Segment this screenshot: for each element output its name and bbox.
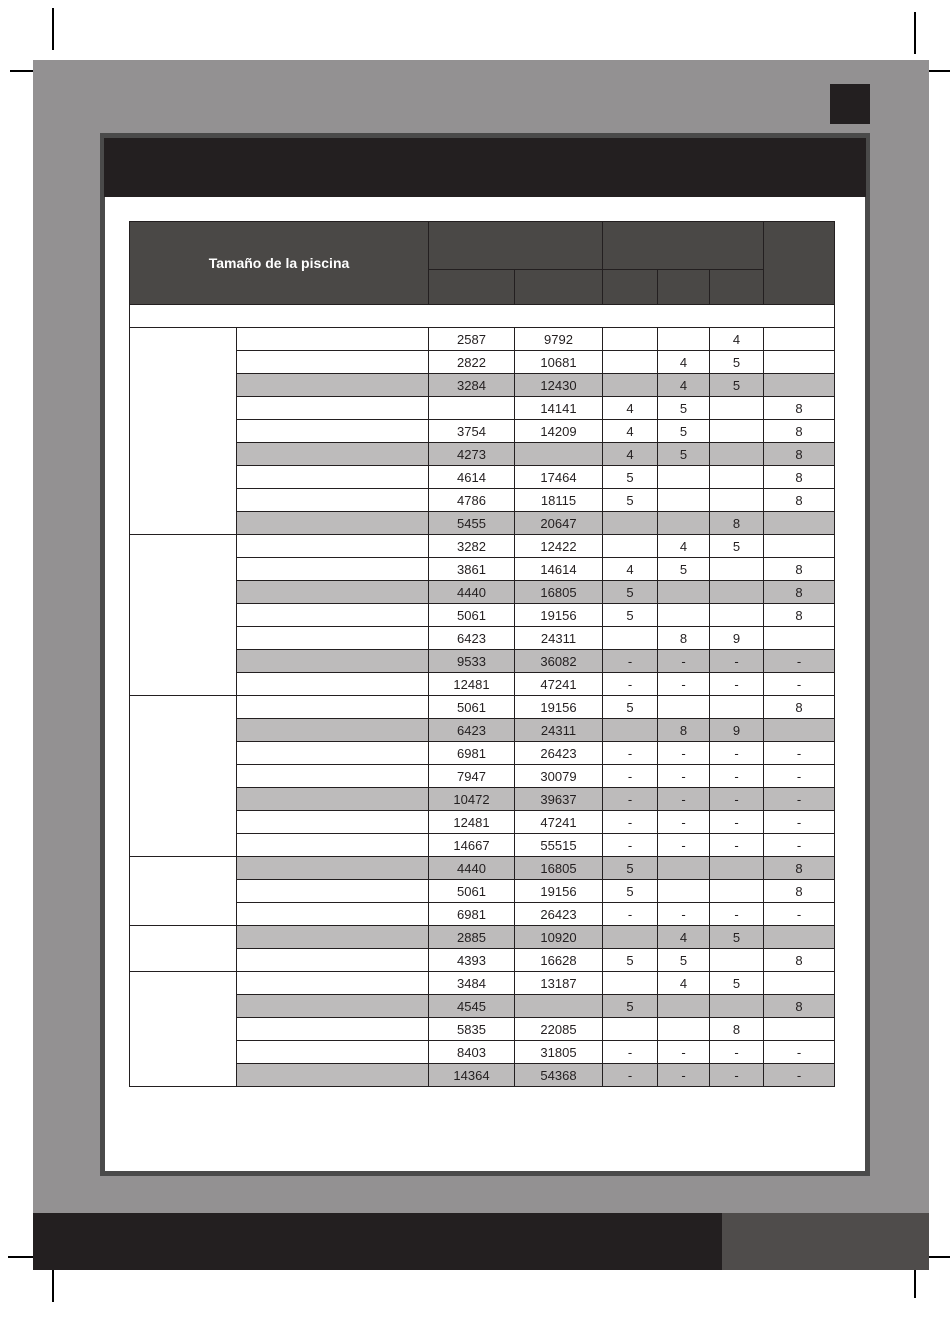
table-cell-c1: - xyxy=(603,650,658,673)
table-cell-c3: - xyxy=(710,650,764,673)
table-cell-v1: 4393 xyxy=(429,949,515,972)
pool-size-table xyxy=(129,221,835,1087)
table-cell-c3: - xyxy=(710,1041,764,1064)
table-cell-c4: 8 xyxy=(764,489,835,512)
row-label-cell xyxy=(237,696,429,719)
table-cell-c4: 8 xyxy=(764,443,835,466)
table-row xyxy=(130,857,835,880)
table-cell-c3 xyxy=(710,696,764,719)
table-cell-c3: - xyxy=(710,673,764,696)
model-subheader-3 xyxy=(710,270,764,305)
table-cell-c4: - xyxy=(764,650,835,673)
table-cell-c1: 5 xyxy=(603,466,658,489)
table-cell-v2: 30079 xyxy=(515,765,603,788)
table-cell-c3: 5 xyxy=(710,535,764,558)
table-cell-c1: 5 xyxy=(603,696,658,719)
table-cell-c1: 5 xyxy=(603,949,658,972)
row-label-cell xyxy=(237,742,429,765)
table-cell-v2: 26423 xyxy=(515,742,603,765)
table-cell-v2: 14209 xyxy=(515,420,603,443)
table-cell-c4 xyxy=(764,926,835,949)
table-cell-c4: 8 xyxy=(764,604,835,627)
row-label-cell xyxy=(237,512,429,535)
table-cell-c4: - xyxy=(764,673,835,696)
table-cell-v1: 3484 xyxy=(429,972,515,995)
table-cell-c4: - xyxy=(764,788,835,811)
table-cell-c3 xyxy=(710,880,764,903)
row-label-cell xyxy=(237,604,429,627)
group-label-cell xyxy=(130,696,237,857)
table-cell-c2 xyxy=(658,489,710,512)
last-column-header xyxy=(764,222,835,305)
row-label-cell xyxy=(237,673,429,696)
table-cell-c1: 5 xyxy=(603,995,658,1018)
table-cell-c3: - xyxy=(710,1064,764,1087)
table-cell-v2: 19156 xyxy=(515,880,603,903)
table-row xyxy=(130,926,835,949)
volume-group-header xyxy=(429,222,603,270)
table-cell-v1: 7947 xyxy=(429,765,515,788)
row-label-cell xyxy=(237,811,429,834)
row-label-cell xyxy=(237,788,429,811)
table-cell-v2: 14614 xyxy=(515,558,603,581)
table-cell-v1: 6423 xyxy=(429,627,515,650)
table-cell-c2: 5 xyxy=(658,397,710,420)
row-label-cell xyxy=(237,420,429,443)
crop-mark xyxy=(52,1270,54,1302)
volume-subheader-2 xyxy=(515,270,603,305)
table-cell-c2 xyxy=(658,466,710,489)
table-cell-v1 xyxy=(429,397,515,420)
group-label-cell xyxy=(130,328,237,535)
crop-mark xyxy=(914,1270,916,1298)
table-cell-v2: 39637 xyxy=(515,788,603,811)
table-cell-v1: 5061 xyxy=(429,880,515,903)
table-cell-c4: 8 xyxy=(764,857,835,880)
table-cell-v1: 3282 xyxy=(429,535,515,558)
table-cell-c2: 8 xyxy=(658,719,710,742)
table-cell-c2 xyxy=(658,696,710,719)
table-cell-c4: 8 xyxy=(764,420,835,443)
row-label-cell xyxy=(237,627,429,650)
table-cell-c2 xyxy=(658,1018,710,1041)
table-cell-c3: 5 xyxy=(710,374,764,397)
table-cell-v1: 6981 xyxy=(429,742,515,765)
row-label-cell xyxy=(237,489,429,512)
table-cell-v2: 17464 xyxy=(515,466,603,489)
table-cell-c2: 4 xyxy=(658,374,710,397)
table-cell-c4 xyxy=(764,374,835,397)
table-cell-c2: 5 xyxy=(658,558,710,581)
model-group-header xyxy=(603,222,764,270)
row-label-cell xyxy=(237,650,429,673)
table-cell-v1: 8403 xyxy=(429,1041,515,1064)
table-cell-c4: - xyxy=(764,903,835,926)
table-cell-v2: 10681 xyxy=(515,351,603,374)
table-cell-v2: 31805 xyxy=(515,1041,603,1064)
footer-bar xyxy=(33,1213,722,1270)
table-cell-c4: 8 xyxy=(764,696,835,719)
row-label-cell xyxy=(237,374,429,397)
table-cell-v2: 16805 xyxy=(515,581,603,604)
table-cell-c2: - xyxy=(658,673,710,696)
table-cell-v1: 4545 xyxy=(429,995,515,1018)
table-row xyxy=(130,328,835,351)
pool-size-header: Tamaño de la piscina xyxy=(130,222,429,305)
table-cell-v2: 19156 xyxy=(515,604,603,627)
table-cell-c4 xyxy=(764,512,835,535)
table-cell-c1: 4 xyxy=(603,443,658,466)
table-cell-v2: 14141 xyxy=(515,397,603,420)
group-label-cell xyxy=(130,857,237,926)
group-label-cell xyxy=(130,926,237,972)
table-cell-c3: 5 xyxy=(710,972,764,995)
row-label-cell xyxy=(237,926,429,949)
table-cell-c4: - xyxy=(764,1041,835,1064)
table-cell-v1: 12481 xyxy=(429,811,515,834)
table-cell-c1: 4 xyxy=(603,397,658,420)
table-cell-c1 xyxy=(603,535,658,558)
table-cell-c2: 5 xyxy=(658,949,710,972)
table-cell-c1: 5 xyxy=(603,604,658,627)
table-cell-v1: 14364 xyxy=(429,1064,515,1087)
table-cell-c3: - xyxy=(710,834,764,857)
table-cell-c3 xyxy=(710,581,764,604)
table-cell-c3: 8 xyxy=(710,1018,764,1041)
row-label-cell xyxy=(237,535,429,558)
table-cell-c3 xyxy=(710,489,764,512)
table-cell-c2: - xyxy=(658,811,710,834)
table-cell-c4: 8 xyxy=(764,581,835,604)
table-cell-v2: 10920 xyxy=(515,926,603,949)
table-cell-c1 xyxy=(603,351,658,374)
table-row xyxy=(130,972,835,995)
table-cell-c2: 5 xyxy=(658,443,710,466)
table-cell-c2: - xyxy=(658,650,710,673)
table-cell-v1: 5835 xyxy=(429,1018,515,1041)
table-cell-c4: 8 xyxy=(764,880,835,903)
row-label-cell xyxy=(237,443,429,466)
table-cell-v1: 2885 xyxy=(429,926,515,949)
table-cell-c1: - xyxy=(603,742,658,765)
table-cell-c3 xyxy=(710,420,764,443)
model-subheader-1 xyxy=(603,270,658,305)
table-cell-v1: 5455 xyxy=(429,512,515,535)
table-cell-c3 xyxy=(710,857,764,880)
table-cell-v1: 5061 xyxy=(429,604,515,627)
table-cell-c4: - xyxy=(764,834,835,857)
table-cell-c3: - xyxy=(710,811,764,834)
table-cell-v2: 12430 xyxy=(515,374,603,397)
table-cell-c2 xyxy=(658,604,710,627)
row-label-cell xyxy=(237,397,429,420)
row-label-cell xyxy=(237,972,429,995)
table-cell-v1: 3754 xyxy=(429,420,515,443)
table-cell-c4: 8 xyxy=(764,397,835,420)
table-cell-c4: 8 xyxy=(764,949,835,972)
table-cell-c4 xyxy=(764,627,835,650)
table-cell-v2: 18115 xyxy=(515,489,603,512)
table-cell-c1 xyxy=(603,719,658,742)
table-cell-v1: 4786 xyxy=(429,489,515,512)
table-cell-v2: 47241 xyxy=(515,811,603,834)
crop-mark xyxy=(914,12,916,54)
table-cell-c1: 4 xyxy=(603,558,658,581)
table-cell-c1: 5 xyxy=(603,581,658,604)
row-label-cell xyxy=(237,466,429,489)
row-label-cell xyxy=(237,558,429,581)
table-cell-v2: 9792 xyxy=(515,328,603,351)
table-cell-c3: 5 xyxy=(710,926,764,949)
table-cell-v2: 36082 xyxy=(515,650,603,673)
row-label-cell xyxy=(237,880,429,903)
row-label-cell xyxy=(237,1018,429,1041)
table-cell-c3: 8 xyxy=(710,512,764,535)
table-cell-v1: 5061 xyxy=(429,696,515,719)
table-cell-c2 xyxy=(658,995,710,1018)
row-label-cell xyxy=(237,351,429,374)
table-cell-c2 xyxy=(658,512,710,535)
table-cell-v1: 2587 xyxy=(429,328,515,351)
row-label-cell xyxy=(237,903,429,926)
table-cell-c4: 8 xyxy=(764,995,835,1018)
table-cell-c3: - xyxy=(710,788,764,811)
table-cell-v2: 24311 xyxy=(515,719,603,742)
table-cell-v2: 54368 xyxy=(515,1064,603,1087)
page-number-box xyxy=(830,84,870,124)
table-row xyxy=(130,696,835,719)
table-cell-v1: 14667 xyxy=(429,834,515,857)
table-cell-v1: 2822 xyxy=(429,351,515,374)
table-cell-v2 xyxy=(515,443,603,466)
table-cell-c3 xyxy=(710,604,764,627)
table-cell-v1: 6981 xyxy=(429,903,515,926)
table-cell-c3 xyxy=(710,558,764,581)
table-cell-c3: 4 xyxy=(710,328,764,351)
table-cell-c4: - xyxy=(764,765,835,788)
table-cell-c4: 8 xyxy=(764,558,835,581)
table-cell-c4: 8 xyxy=(764,466,835,489)
table-cell-c2 xyxy=(658,328,710,351)
table-cell-c4 xyxy=(764,535,835,558)
table-cell-c3 xyxy=(710,397,764,420)
row-label-cell xyxy=(237,328,429,351)
table-cell-c3: 5 xyxy=(710,351,764,374)
table-cell-v2: 26423 xyxy=(515,903,603,926)
table-cell-v2: 47241 xyxy=(515,673,603,696)
table-cell-c3 xyxy=(710,995,764,1018)
table-cell-c4 xyxy=(764,972,835,995)
group-label-cell xyxy=(130,535,237,696)
table-cell-c1: - xyxy=(603,765,658,788)
model-subheader-2 xyxy=(658,270,710,305)
table-cell-c1 xyxy=(603,972,658,995)
row-label-cell xyxy=(237,834,429,857)
table-cell-v1: 4273 xyxy=(429,443,515,466)
row-label-cell xyxy=(237,1064,429,1087)
table-cell-c4: - xyxy=(764,1064,835,1087)
row-label-cell xyxy=(237,719,429,742)
table-cell-c1: 5 xyxy=(603,489,658,512)
volume-subheader-1 xyxy=(429,270,515,305)
table-cell-v2: 12422 xyxy=(515,535,603,558)
table-cell-c1 xyxy=(603,374,658,397)
table-cell-c1: 5 xyxy=(603,857,658,880)
table-cell-v1: 9533 xyxy=(429,650,515,673)
table-cell-c3: 9 xyxy=(710,719,764,742)
row-label-cell xyxy=(237,765,429,788)
table-cell-v2: 55515 xyxy=(515,834,603,857)
table-cell-c2: - xyxy=(658,1041,710,1064)
crop-mark xyxy=(52,8,54,50)
table-cell-c1: - xyxy=(603,673,658,696)
table-cell-c2 xyxy=(658,581,710,604)
group-label-cell xyxy=(130,972,237,1087)
section-row xyxy=(130,305,835,328)
table-cell-c3: - xyxy=(710,765,764,788)
table-cell-c2: 4 xyxy=(658,351,710,374)
table-cell-c4 xyxy=(764,719,835,742)
table-cell-c2: - xyxy=(658,765,710,788)
table-cell-v2 xyxy=(515,995,603,1018)
table-cell-c1: - xyxy=(603,811,658,834)
table-cell-v2: 24311 xyxy=(515,627,603,650)
table-cell-v2: 22085 xyxy=(515,1018,603,1041)
table-cell-c2: 5 xyxy=(658,420,710,443)
table-cell-c1: 5 xyxy=(603,880,658,903)
table-cell-c1: - xyxy=(603,788,658,811)
row-label-cell xyxy=(237,857,429,880)
table-cell-c1: - xyxy=(603,834,658,857)
table-cell-v2: 19156 xyxy=(515,696,603,719)
table-cell-v1: 4614 xyxy=(429,466,515,489)
footer-tab xyxy=(722,1213,929,1270)
table-row xyxy=(130,535,835,558)
table-cell-c1: 4 xyxy=(603,420,658,443)
table-cell-c2 xyxy=(658,857,710,880)
table-cell-v2: 16628 xyxy=(515,949,603,972)
table-cell-c4: - xyxy=(764,811,835,834)
row-label-cell xyxy=(237,995,429,1018)
table-cell-c2: - xyxy=(658,903,710,926)
table-cell-c3: - xyxy=(710,903,764,926)
table-cell-c3 xyxy=(710,949,764,972)
table-cell-c2: - xyxy=(658,788,710,811)
table-cell-v1: 4440 xyxy=(429,581,515,604)
table-cell-v1: 6423 xyxy=(429,719,515,742)
row-label-cell xyxy=(237,581,429,604)
table-cell-c1 xyxy=(603,512,658,535)
table-cell-c4 xyxy=(764,328,835,351)
table-cell-v1: 3284 xyxy=(429,374,515,397)
table-cell-c1 xyxy=(603,1018,658,1041)
table-cell-c1 xyxy=(603,627,658,650)
table-cell-v2: 20647 xyxy=(515,512,603,535)
table-cell-c4 xyxy=(764,1018,835,1041)
row-label-cell xyxy=(237,949,429,972)
row-label-cell xyxy=(237,1041,429,1064)
table-cell-v1: 4440 xyxy=(429,857,515,880)
table-cell-c3: - xyxy=(710,742,764,765)
table-cell-v1: 10472 xyxy=(429,788,515,811)
table-cell-v2: 13187 xyxy=(515,972,603,995)
table-cell-c1 xyxy=(603,926,658,949)
table-cell-c1: - xyxy=(603,1041,658,1064)
table-cell-c1 xyxy=(603,328,658,351)
table-cell-v1: 3861 xyxy=(429,558,515,581)
table-cell-c2: - xyxy=(658,834,710,857)
table-cell-c3: 9 xyxy=(710,627,764,650)
table-cell-c2 xyxy=(658,880,710,903)
table-cell-c2: 4 xyxy=(658,926,710,949)
table-cell-c1: - xyxy=(603,903,658,926)
table-cell-c2: 4 xyxy=(658,535,710,558)
panel-header-bar xyxy=(104,138,866,197)
table-cell-c2: - xyxy=(658,1064,710,1087)
table-cell-c3 xyxy=(710,443,764,466)
table-cell-c4 xyxy=(764,351,835,374)
table-cell-v2: 16805 xyxy=(515,857,603,880)
table-cell-c1: - xyxy=(603,1064,658,1087)
table-cell-v1: 12481 xyxy=(429,673,515,696)
table-cell-c3 xyxy=(710,466,764,489)
table-cell-c2: - xyxy=(658,742,710,765)
table-cell-c4: - xyxy=(764,742,835,765)
table-cell-c2: 4 xyxy=(658,972,710,995)
table-cell-c2: 8 xyxy=(658,627,710,650)
